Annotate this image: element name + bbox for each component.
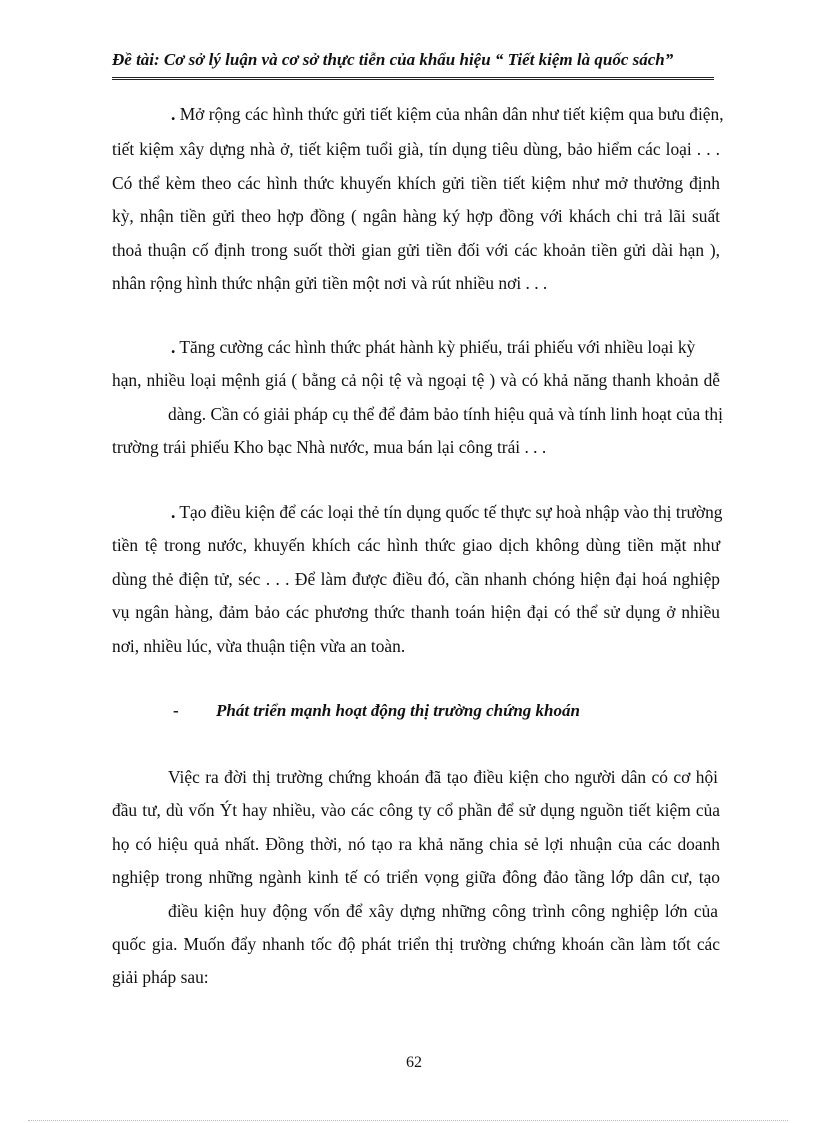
paragraph-4-line-3: họ có hiệu quả nhất. Đồng thời, nó tạo ra khả năng chia sẻ lợi nhuận của các doanh — [112, 834, 720, 854]
document-header-title: Đề tài: Cơ sở lý luận và cơ sở thực tiễn của khẩu hiệu “ Tiết kiệm là quốc sách” — [112, 50, 674, 69]
paragraph-1-line-6: nhân rộng hình thức nhận gửi tiền một nơi và rút nhiều nơi . . . — [112, 273, 548, 293]
paragraph-3-line-1: . Tạo điều kiện để các loại thẻ tín dụng quốc tế thực sự hoà nhập vào thị trường — [171, 502, 723, 522]
paragraph-1-line-1: . Mở rộng các hình thức gửi tiết kiệm của nhân dân như tiết kiệm qua bưu điện, — [171, 104, 724, 124]
paragraph-3-line-4: vụ ngân hàng, đảm bảo các phương thức thanh toán hiện đại có thể sử dụng ở nhiều — [112, 602, 720, 622]
bullet-marker: . — [171, 337, 176, 357]
paragraph-1-line-5: thoả thuận cố định trong suốt thời gian gửi tiền đối với các khoản tiền gửi dài hạn ), — [112, 240, 720, 260]
paragraph-4-line-7: giải pháp sau: — [112, 967, 209, 987]
paragraph-3-line-3: dùng thẻ điện tử, séc . . . Để làm được điều đó, cần nhanh chóng hiện đại hoá nghiệp — [112, 569, 720, 589]
paragraph-1-line-2: tiết kiệm xây dựng nhà ở, tiết kiệm tuổi già, tín dụng tiêu dùng, bảo hiểm các loại . . . — [112, 139, 720, 159]
paragraph-4-line-6: quốc gia. Muốn đẩy nhanh tốc độ phát triển thị trường chứng khoán cần làm tốt các — [112, 934, 720, 954]
paragraph-2-line-2: hạn, nhiều loại mệnh giá ( bằng cả nội tệ và ngoại tệ ) và có khả năng thanh khoản dễ — [112, 370, 720, 390]
header-divider — [112, 77, 714, 80]
bullet-marker: . — [171, 104, 176, 124]
section-dash: - — [173, 701, 179, 720]
paragraph-4-line-2: đầu tư, dù vốn Ýt hay nhiều, vào các công ty cổ phần để sử dụng nguồn tiết kiệm của — [112, 800, 720, 820]
bullet-marker: . — [171, 502, 176, 522]
page-bottom-border — [28, 1120, 788, 1121]
paragraph-4-line-5: điều kiện huy động vốn để xây dựng những công trình công nghiệp lớn của — [168, 901, 718, 921]
page-number: 62 — [406, 1054, 422, 1071]
section-heading: Phát triển mạnh hoạt động thị trường chứng khoán — [216, 701, 580, 720]
paragraph-2-line-4: trường trái phiếu Kho bạc Nhà nước, mua bán lại công trái . . . — [112, 437, 547, 457]
paragraph-4-line-4: nghiệp trong những ngành kinh tế có triển vọng giữa đông đảo tầng lớp dân cư, tạo — [112, 867, 720, 887]
paragraph-2-line-3: dàng. Cần có giải pháp cụ thể để đảm bảo tính hiệu quả và tính linh hoạt của thị — [168, 404, 723, 424]
paragraph-1-line-3: Có thể kèm theo các hình thức khuyến khích gửi tiền tiết kiệm như mở thưởng định — [112, 173, 720, 193]
paragraph-1-line-4: kỳ, nhận tiền gửi theo hợp đồng ( ngân hàng ký hợp đồng với khách chi trả lãi suất — [112, 206, 720, 226]
paragraph-3-line-2: tiền tệ trong nước, khuyến khích các hình thức giao dịch không dùng tiền mặt như — [112, 535, 720, 555]
paragraph-4-line-1: Việc ra đời thị trường chứng khoán đã tạo điều kiện cho người dân có cơ hội — [168, 767, 718, 787]
paragraph-3-line-5: nơi, nhiều lúc, vừa thuận tiện vừa an toàn. — [112, 636, 406, 656]
paragraph-2-line-1: . Tăng cường các hình thức phát hành kỳ phiếu, trái phiếu với nhiều loại kỳ — [171, 337, 696, 357]
